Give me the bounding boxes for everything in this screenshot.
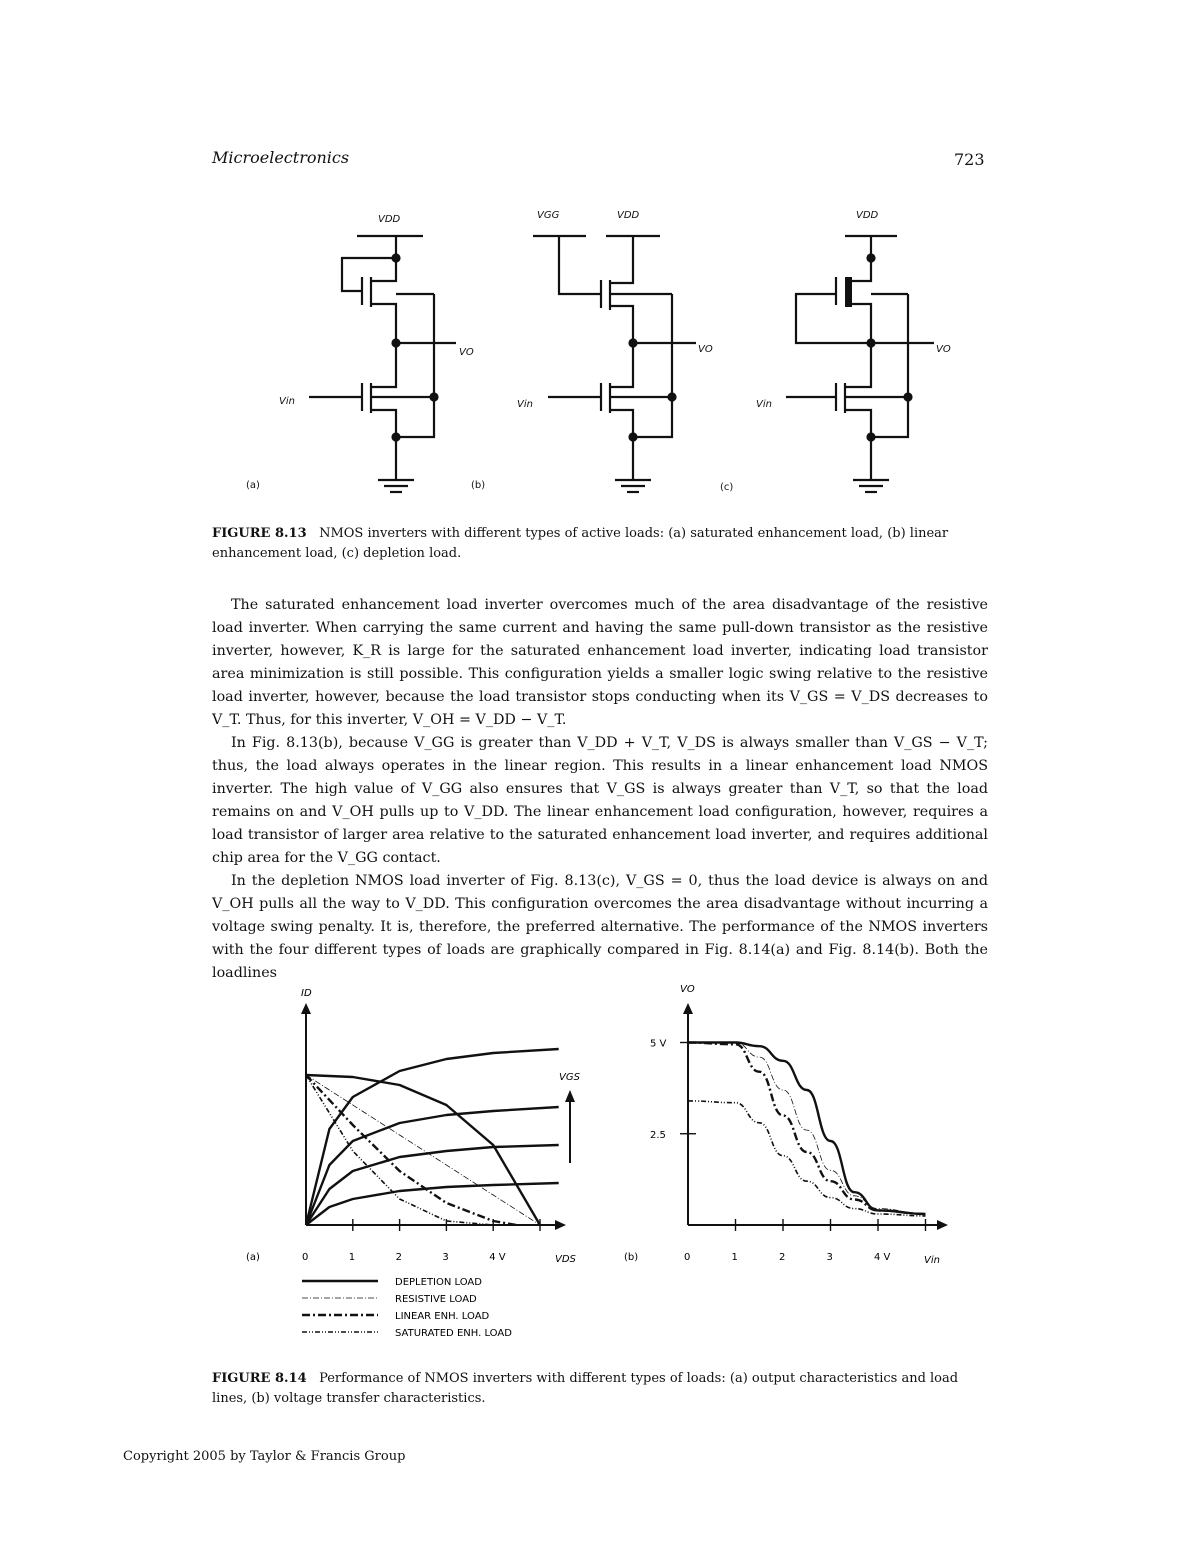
legend-label: RESISTIVE LOAD [395, 1294, 477, 1305]
load-line-6 [306, 1075, 517, 1225]
page-number: 723 [954, 150, 985, 169]
label-vdd-a: VDD [378, 214, 401, 225]
figure-8-14-label: FIGURE 8.14 [212, 1371, 307, 1386]
chart-legend [302, 1277, 512, 1339]
legend-label: SATURATED ENH. LOAD [395, 1328, 512, 1339]
x-tick-label: 3 [442, 1252, 449, 1263]
label-vo-b: VO [698, 344, 713, 355]
transfer-curve-0 [688, 1043, 926, 1215]
output-characteristic-curve [306, 1107, 559, 1225]
chart-voltage-transfer [624, 984, 948, 1266]
x-tick-label: 1 [348, 1252, 356, 1263]
panel-label-a: (a) [246, 480, 260, 491]
paragraph-1: The saturated enhancement load inverter overcomes much of the area disadvantage of the resistive load inverter. When carrying the same current and having the same pull-down transistor as the resistive inverter, however, K_R is large for the saturated enhancement load inverter, indicating load transistor area minimization is still possible. This configuration yields a smaller logic swing relative to the resistive load inverter, however, because the load transistor stops conducting when its V_GS = V_DS decreases to V_T. Thus, for this inverter, V_OH = V_DD − V_T. [212, 597, 988, 728]
label-vin-b: Vin [517, 399, 533, 410]
panel-label: (a) [246, 1252, 260, 1263]
label-vin-c: Vin [756, 399, 772, 410]
x-tick-label: 4 V [874, 1252, 891, 1263]
copyright: Copyright 2005 by Taylor & Francis Group [123, 1449, 406, 1464]
x-tick-label: 2 [779, 1252, 786, 1263]
label-vgg-b: VGG [537, 210, 560, 221]
x-axis-arrow [555, 1220, 566, 1230]
label-vin-a: Vin [279, 396, 295, 407]
output-characteristic-curve [306, 1183, 559, 1225]
paragraph-2: In Fig. 8.13(b), because V_GG is greater than V_DD + V_T, V_DS is always smaller than V_GS − V_T; thus, the load always operates in the linear region. This results in a linear enhancement load NMOS inverter. The high value of V_GG also ensures that V_GS is always greater than V_T, so that the load remains on and V_OH pulls up to V_DD. The linear enhancement load configuration, however, requires a load transistor of larger area relative to the saturated enhancement load inverter, and requires additional chip area for the V_GG contact. [212, 735, 988, 866]
y-tick-label: 2.5 [650, 1129, 666, 1141]
figure-8-13-caption-text: NMOS inverters with different types of active loads: (a) saturated enhancement load, (b) linear enhancement load, (c) depletion load. [212, 526, 949, 561]
label-vo-a: VO [459, 347, 474, 358]
y-axis-label: VO [680, 984, 695, 995]
vgs-annotation: VGS [559, 1072, 580, 1083]
transfer-curve-1 [688, 1043, 926, 1215]
vgs-arrow-head [565, 1090, 575, 1102]
x-tick-label: 0 [302, 1252, 309, 1263]
figure-8-13-label: FIGURE 8.13 [212, 526, 307, 541]
x-tick-label: 2 [395, 1252, 402, 1263]
y-axis-label: ID [301, 988, 312, 999]
panel-label-c: (c) [720, 482, 734, 493]
x-axis-label: VDS [555, 1254, 576, 1265]
label-vo-c: VO [936, 344, 951, 355]
panel-label: (b) [624, 1252, 639, 1263]
y-axis-arrow [301, 1003, 311, 1014]
x-axis-label: Vin [924, 1255, 940, 1266]
label-vdd-c: VDD [856, 210, 879, 221]
figure-8-14-caption-text: Performance of NMOS inverters with different types of loads: (a) output characteristics and load lines, (b) voltage transfer characteristics. [212, 1371, 959, 1406]
y-axis-arrow [683, 1003, 693, 1014]
x-tick-label: 3 [826, 1252, 833, 1263]
y-tick-label: 5 V [650, 1038, 667, 1050]
x-axis-arrow [937, 1220, 948, 1230]
x-tick-label: 1 [731, 1252, 738, 1263]
figure-8-14-caption [212, 1369, 988, 1409]
panel-label-b: (b) [471, 480, 486, 491]
chart-output-characteristics [246, 988, 581, 1265]
transfer-curve-3 [688, 1101, 926, 1216]
legend-label: DEPLETION LOAD [395, 1277, 482, 1288]
x-tick-label: 4 V [489, 1252, 506, 1263]
transfer-curve-2 [688, 1043, 926, 1215]
running-title: Microelectronics [212, 148, 350, 167]
paragraph-3: In the depletion NMOS load inverter of Fig. 8.13(c), V_GS = 0, thus the load device is always on and V_OH pulls all the way to V_DD. This configuration overcomes the area disadvantage without incurring a voltage swing penalty. It is, therefore, the preferred alternative. The performance of the NMOS inverters with the four different types of loads are graphically compared in Fig. 8.14(a) and Fig. 8.14(b). Both the loadlines [212, 873, 988, 981]
label-vdd-b: VDD [617, 210, 640, 221]
x-tick-label: 0 [684, 1252, 691, 1263]
legend-label: LINEAR ENH. LOAD [395, 1311, 490, 1322]
